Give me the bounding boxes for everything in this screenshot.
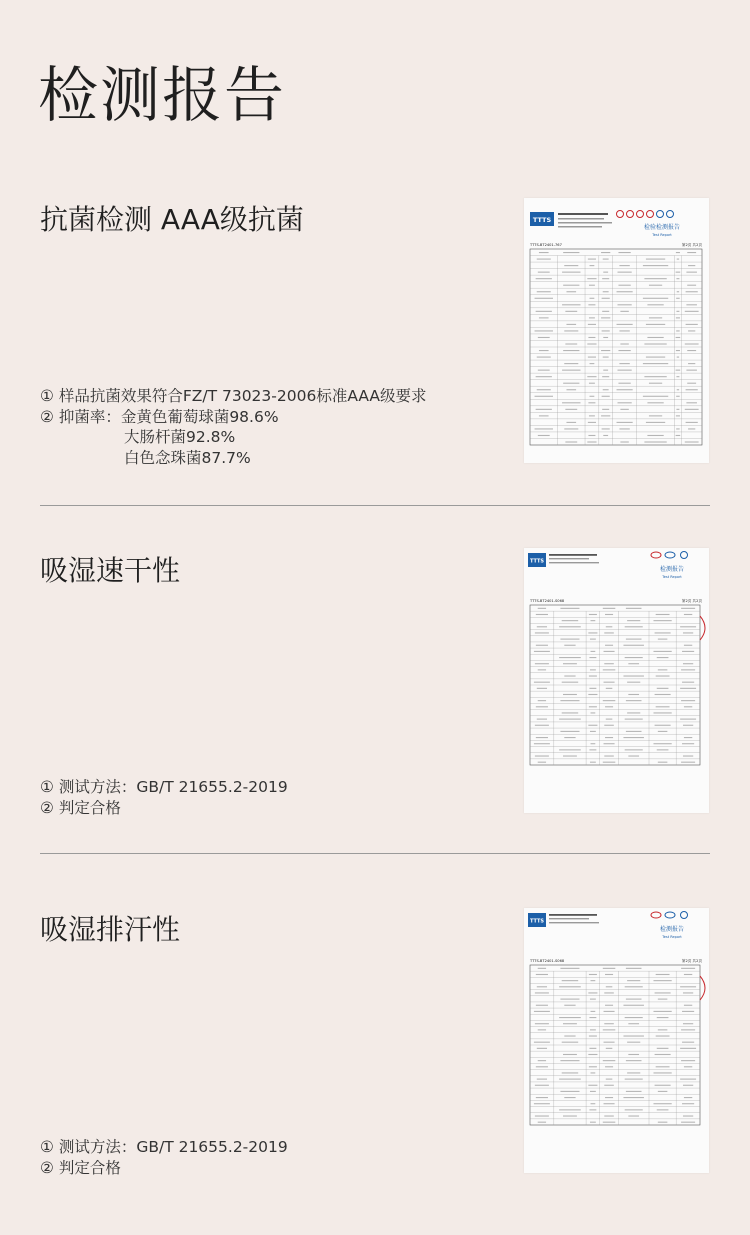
seal-stamp-icon — [700, 976, 705, 1000]
report-page-number: 第2页 共2页 — [681, 243, 702, 247]
note-line: ① 测试方法：GB/T 21655.2-2019 — [40, 1138, 288, 1156]
note-line: ① 样品抗菌效果符合FZ/T 73023-2006标准AAA级要求 — [40, 387, 427, 405]
section-notes — [40, 1137, 288, 1178]
seal-stamp-icon — [700, 616, 705, 640]
report-table — [530, 965, 700, 1125]
report-page-number: 第2页 共2页 — [681, 599, 702, 603]
note-line: ② 判定合格 — [40, 1158, 121, 1177]
note-line: ② 抑菌率：金黄色葡萄球菌98.6% — [40, 407, 279, 426]
page-title: 检测报告 — [38, 61, 286, 131]
section-notes — [40, 386, 427, 468]
report-table — [530, 605, 700, 765]
report-number: TTTS-BT2401-767 — [530, 243, 562, 247]
report-heading-en: Test Report — [662, 575, 682, 579]
report-heading: 检验检测报告 — [643, 224, 681, 231]
section-title: 抗菌检测 AAA级抗菌 — [40, 203, 304, 236]
certification-marks-icon — [651, 552, 688, 559]
section-divider — [40, 853, 710, 854]
report-logo: TTTS — [529, 558, 545, 565]
report-number: TTTS-BT2401-S068 — [530, 959, 565, 963]
report-logo: TTTS — [529, 918, 545, 925]
certification-marks-icon — [617, 211, 674, 218]
section-title: 吸湿速干性 — [40, 554, 181, 587]
section-notes — [40, 777, 288, 818]
report-heading-en: Test Report — [662, 935, 682, 939]
report-heading-en: Test Report — [652, 233, 672, 237]
note-line: ② 判定合格 — [40, 798, 121, 817]
note-line: 大肠杆菌92.8% — [124, 428, 236, 446]
report-page-number: 第2页 共2页 — [681, 959, 702, 963]
section-divider — [40, 505, 710, 506]
note-line: ① 测试方法：GB/T 21655.2-2019 — [40, 778, 288, 796]
report-logo: TTTS — [532, 216, 552, 224]
report-heading: 检测报告 — [659, 566, 685, 573]
test-report-image — [524, 548, 709, 813]
test-report-image — [524, 908, 709, 1173]
report-table — [530, 249, 702, 445]
section-title: 吸湿排汗性 — [40, 913, 181, 946]
report-number: TTTS-BT2401-S068 — [530, 599, 565, 603]
report-heading: 检测报告 — [659, 926, 685, 933]
note-line: 白色念珠菌87.7% — [124, 448, 251, 467]
test-report-image — [524, 198, 709, 463]
certification-marks-icon — [651, 912, 688, 919]
